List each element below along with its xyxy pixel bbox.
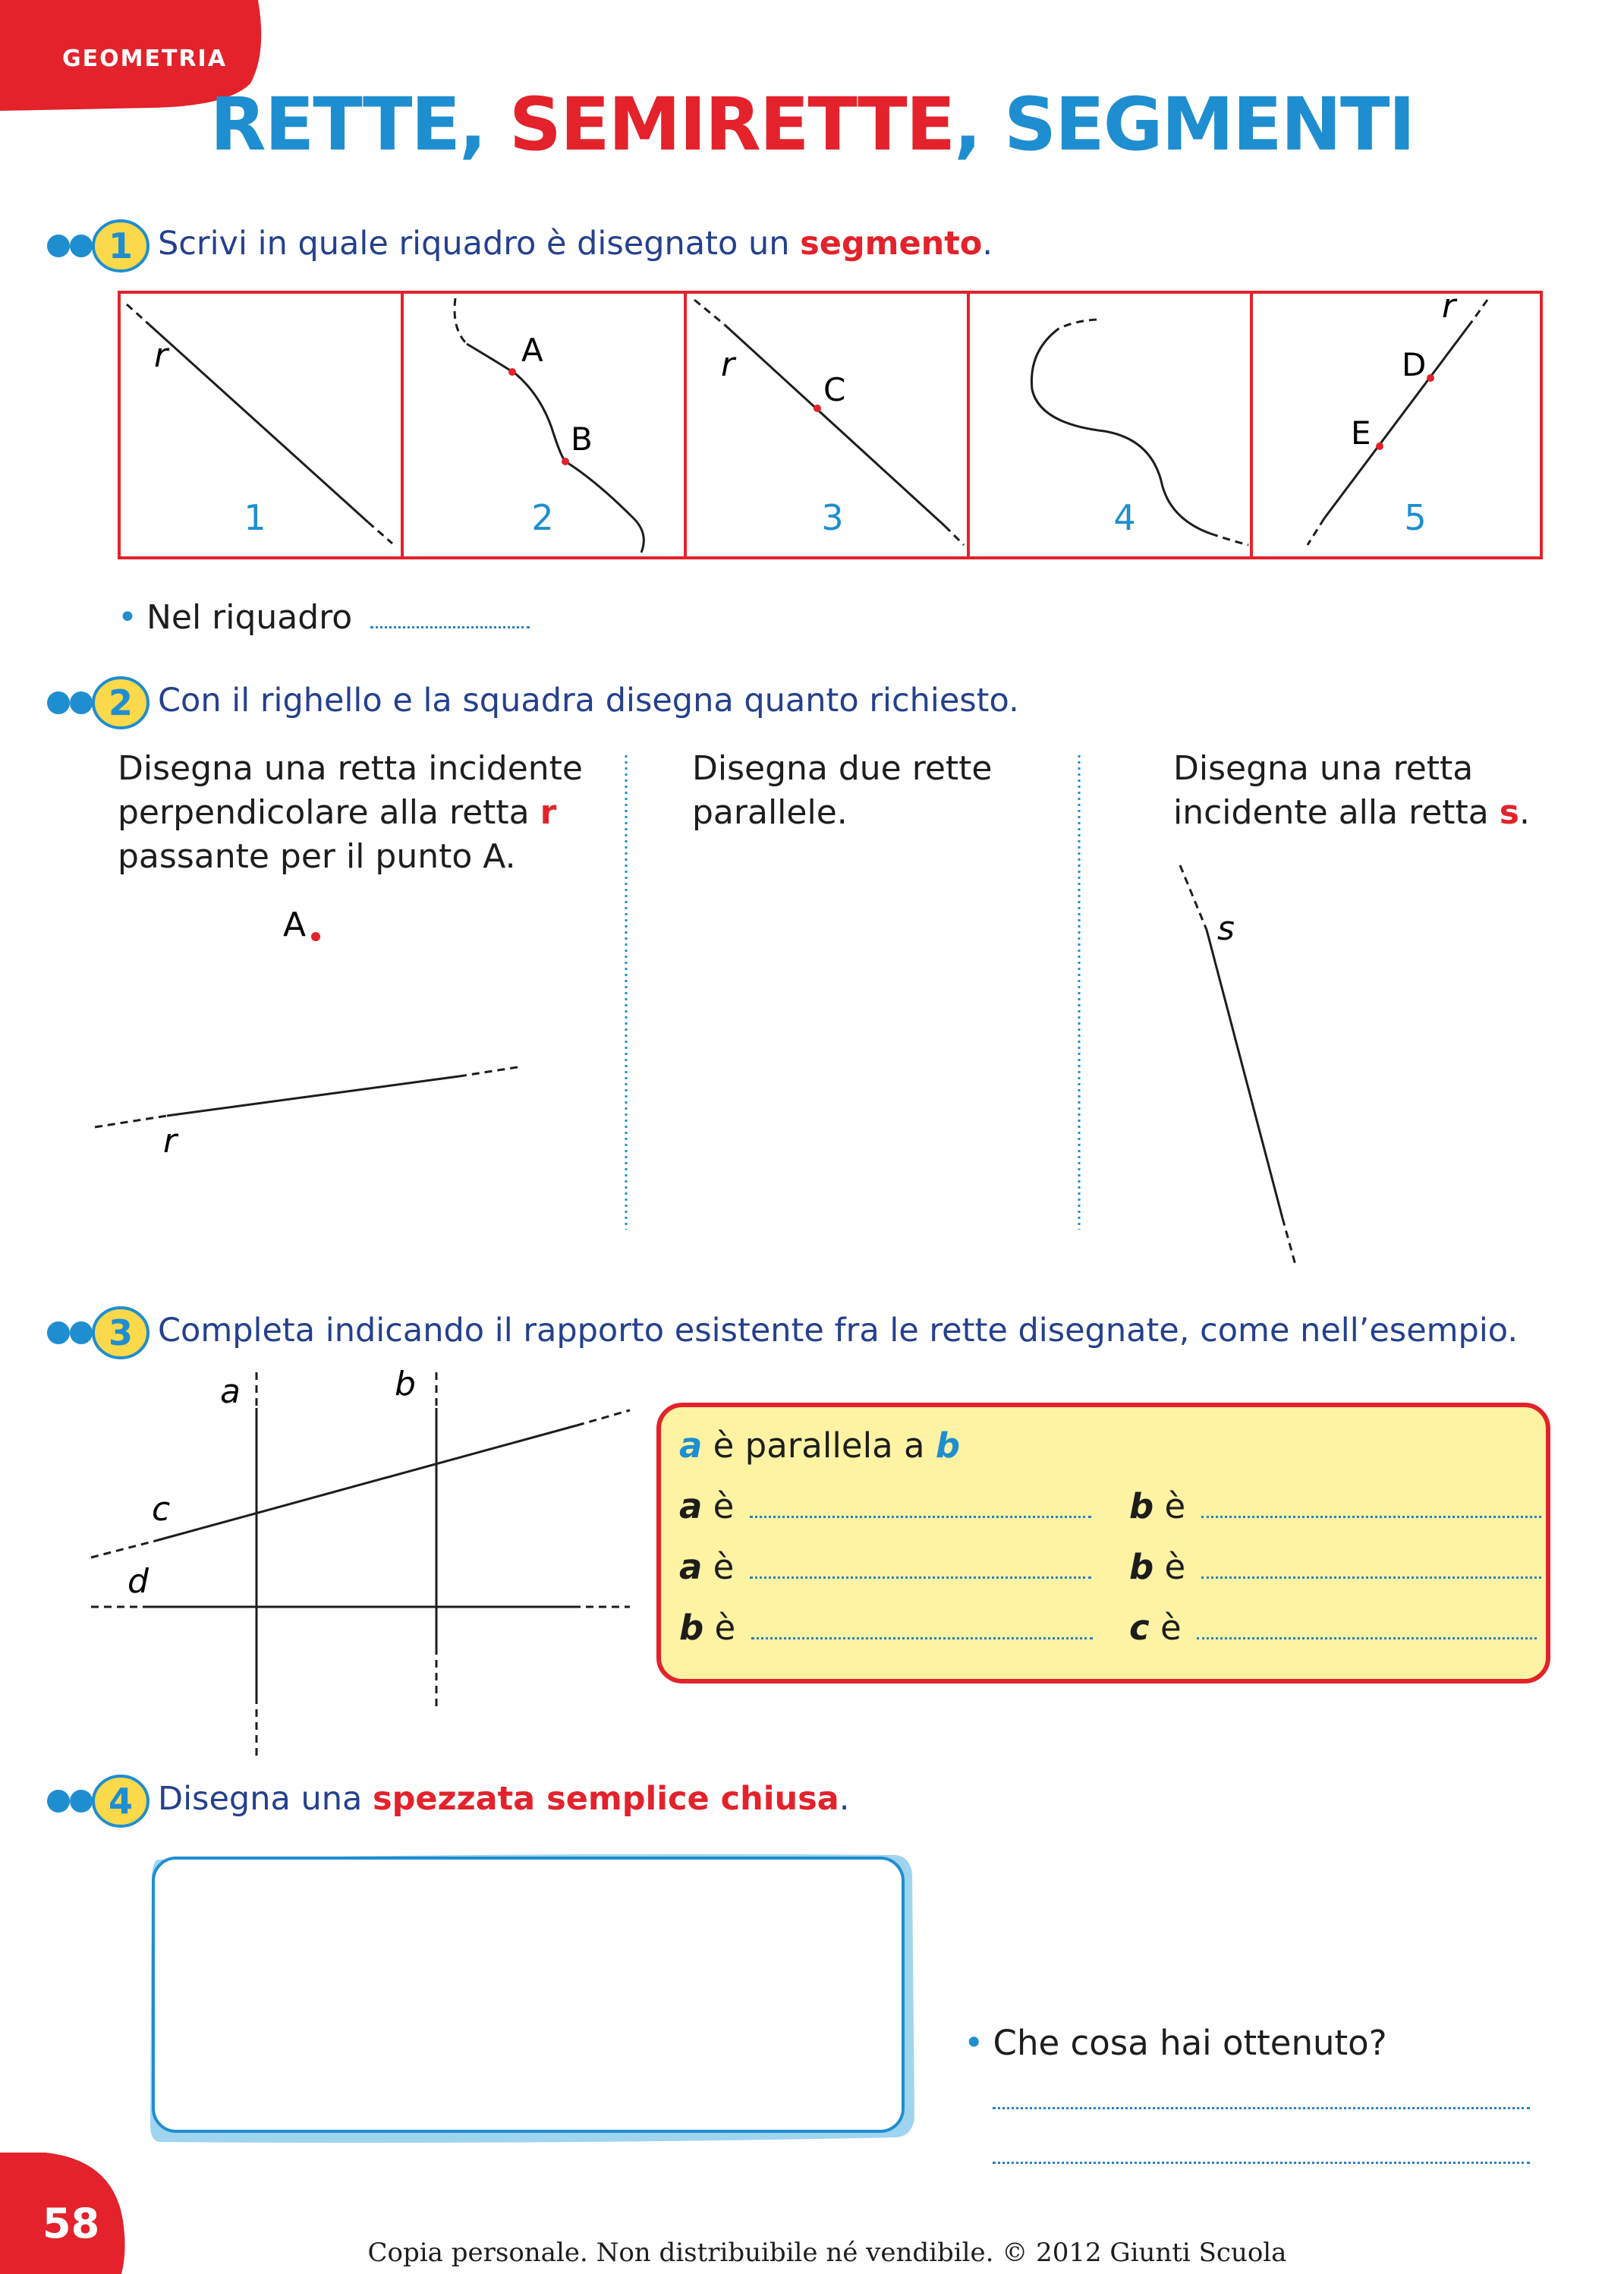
line-s-label: s [1217, 909, 1235, 948]
exercise-3-row-3-left: b è [679, 1608, 1093, 1648]
point-a-label: A [283, 906, 307, 944]
line-d-label: d [127, 1562, 149, 1601]
page-title: RETTE, SEMIRETTE, SEGMENTI [209, 82, 1415, 167]
box-3-number: 3 [821, 497, 844, 538]
box-2-label-a: A [521, 332, 543, 369]
exercise-3-row-2-right: b è [1129, 1547, 1541, 1587]
box-1-number: 1 [244, 497, 266, 538]
exercise-2-instruction: Con il righello e la squadra disegna quanto richiesto. [158, 682, 1019, 720]
box-3-label-r: r [721, 345, 735, 384]
exercise-3-row-1-left: a è [679, 1486, 1091, 1526]
exercise-4-badge [42, 1772, 156, 1830]
box-5-label-r: r [1442, 291, 1456, 326]
line-a-label: a [220, 1372, 241, 1411]
exercise-4-question: • Che cosa hai ottenuto? [964, 2023, 1387, 2063]
exercise-3-row-2-left: a è [679, 1547, 1091, 1587]
box-5-label-d: D [1402, 346, 1427, 383]
exercise-4-number: 4 [108, 1781, 134, 1822]
box-5-number: 5 [1404, 497, 1427, 538]
exercise-4-answer-line-1[interactable] [993, 2107, 1530, 2109]
exercise-2-col-3-text: Disegna una retta incidente alla retta s. [1173, 749, 1530, 832]
line-c-label: c [152, 1490, 171, 1529]
box-1-label-r: r [154, 336, 168, 375]
line-r-label: r [163, 1122, 178, 1161]
exercise-2-col-2-text: Disegna due rette parallele. [692, 749, 993, 832]
box-5-label-e: E [1351, 414, 1371, 452]
section-label: GEOMETRIA [62, 46, 227, 72]
exercise-3-example: a è parallela a b [679, 1425, 961, 1466]
exercise-1-instruction: Scrivi in quale riquadro è disegnato un segmento. [158, 225, 993, 263]
exercise-4-answer-line-2[interactable] [993, 2162, 1530, 2164]
exercise-3-answer-field[interactable] [750, 1576, 1091, 1579]
exercise-2-col-1-text: Disegna una retta incidente perpendicolare alla retta r passante per il punto A. [118, 749, 583, 876]
exercise-4-drawing-area[interactable] [144, 1844, 933, 2148]
exercise-3-answer-field[interactable] [1201, 1576, 1541, 1579]
exercise-3-instruction: Completa indicando il rapporto esistente fra le rette disegnate, come nell’esempio. [158, 1312, 1518, 1350]
box-2-number: 2 [531, 497, 554, 538]
exercise-4-instruction: Disegna una spezzata semplice chiusa. [158, 1780, 850, 1818]
exercise-3-answer-field[interactable] [1197, 1637, 1537, 1639]
page-number: 58 [42, 2200, 100, 2247]
box-3-label-c: C [823, 371, 846, 408]
exercise-3-figure [0, 0, 668, 1768]
box-2-label-b: B [571, 420, 593, 458]
line-b-label: b [395, 1365, 416, 1403]
exercise-3-number: 3 [108, 1312, 134, 1353]
exercise-2-number: 2 [108, 682, 134, 723]
exercise-1-answer: • Nel riquadro [118, 598, 530, 637]
exercise-3-answer-field[interactable] [1201, 1516, 1541, 1518]
exercise-3-row-3-right: c è [1129, 1608, 1537, 1648]
box-4-number: 4 [1113, 497, 1136, 538]
exercise-3-row-1-right: b è [1129, 1486, 1541, 1526]
copyright-notice: Copia personale. Non distribuibile né vendibile. © 2012 Giunti Scuola [367, 2238, 1287, 2268]
exercise-1-number: 1 [108, 225, 134, 266]
exercise-3-answer-field[interactable] [751, 1637, 1093, 1639]
exercise-3-answer-field[interactable] [750, 1516, 1091, 1518]
